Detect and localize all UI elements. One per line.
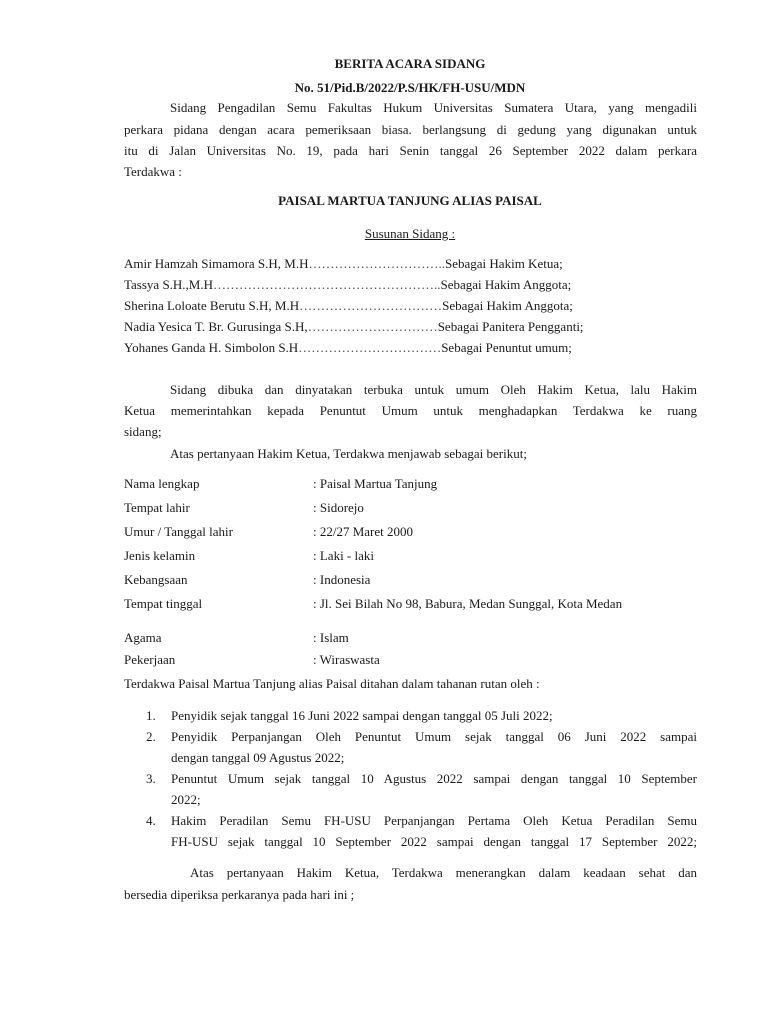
list-number: 4. <box>146 813 156 828</box>
identity-value: : Islam <box>313 630 349 645</box>
panel-heading: Susunan Sidang : <box>364 226 456 241</box>
identity-label: Tempat tinggal <box>124 596 203 611</box>
member-role: Sebagai Hakim Anggota; <box>440 277 572 292</box>
identity-label: Jenis kelamin <box>124 548 196 563</box>
panel-member <box>124 277 571 293</box>
list-item-line: FH-USU sejak tanggal 10 September 2022 sampai dengan tanggal 17 September 2022; <box>171 834 697 849</box>
detention-intro: Terdakwa Paisal Martua Tanjung alias Paisal ditahan dalam tahanan rutan oleh : <box>124 676 540 691</box>
opening-line-1: Sidang dibuka dan dinyatakan terbuka untuk umum Oleh Hakim Ketua, lalu Hakim <box>170 382 697 397</box>
identity-value: : Wiraswasta <box>313 652 380 667</box>
list-item-line: Penyidik sejak tanggal 16 Juni 2022 sampai dengan tanggal 05 Juli 2022; <box>171 708 553 723</box>
identity-label: Agama <box>124 630 162 645</box>
opening-line-4: Atas pertanyaan Hakim Ketua, Terdakwa menjawab sebagai berikut; <box>170 446 527 461</box>
opening-line-2: Ketua memerintahkan kepada Penuntut Umum untuk menghadapkan Terdakwa ke ruang <box>124 403 697 418</box>
member-role: Sebagai Hakim Anggota; <box>442 298 573 313</box>
case-number: No. 51/Pid.B/2022/P.S/HK/FH-USU/MDN <box>294 80 526 95</box>
panel-member <box>124 340 572 356</box>
intro-line-3: itu di Jalan Universitas No. 19, pada hari Senin tanggal 26 September 2022 dalam perkara <box>124 143 697 158</box>
identity-value: : Jl. Sei Bilah No 98, Babura, Medan Sunggal, Kota Medan <box>313 596 623 611</box>
opening-line-3: sidang; <box>124 424 162 439</box>
member-role: Sebagai Panitera Pengganti; <box>437 319 584 334</box>
member-dots: ………………………… <box>307 319 438 334</box>
identity-label: Kebangsaan <box>124 572 188 587</box>
list-item-line: Hakim Peradilan Semu FH-USU Perpanjangan Pertama Oleh Ketua Peradilan Semu <box>171 813 697 828</box>
member-name: Tassya S.H.,M.H <box>124 277 214 292</box>
identity-label: Pekerjaan <box>124 652 176 667</box>
list-item-line: Penyidik Perpanjangan Oleh Penuntut Umum sejak tanggal 06 Juni 2022 sampai <box>171 729 697 744</box>
list-item-line: Penuntut Umum sejak tanggal 10 Agustus 2022 sampai dengan tanggal 10 September <box>171 771 697 786</box>
identity-label: Tempat lahir <box>124 500 190 515</box>
identity-label: Umur / Tanggal lahir <box>124 524 233 539</box>
intro-line-1: Sidang Pengadilan Semu Fakultas Hukum Universitas Sumatera Utara, yang mengadili <box>170 100 697 115</box>
panel-member <box>124 256 563 272</box>
member-dots: …………………………… <box>299 298 443 313</box>
list-number: 1. <box>146 708 156 723</box>
member-dots: ………………………….. <box>308 256 446 271</box>
member-role: Sebagai Hakim Ketua; <box>445 256 563 271</box>
member-name: Yohanes Ganda H. Simbolon S.H <box>124 340 299 355</box>
identity-value: : Laki - laki <box>313 548 375 563</box>
member-role: Sebagai Penuntut umum; <box>441 340 572 355</box>
identity-value: : Sidorejo <box>313 500 364 515</box>
member-name: Nadia Yesica T. Br. Gurusinga S.H, <box>124 319 308 334</box>
identity-value: : 22/27 Maret 2000 <box>313 524 414 539</box>
member-dots: …………………………………………….. <box>213 277 441 292</box>
defendant-heading: PAISAL MARTUA TANJUNG ALIAS PAISAL <box>278 193 542 208</box>
panel-member <box>124 298 573 314</box>
list-number: 2. <box>146 729 156 744</box>
member-name: Sherina Loloate Berutu S.H, M.H <box>124 298 300 313</box>
closing-line-2: bersedia diperiksa perkaranya pada hari ini ; <box>124 887 355 902</box>
closing-line-1: Atas pertanyaan Hakim Ketua, Terdakwa menerangkan dalam keadaan sehat dan <box>190 865 697 880</box>
member-dots: …………………………… <box>298 340 442 355</box>
intro-line-2: perkara pidana dengan acara pemeriksaan biasa. berlangsung di gedung yang digunakan untuk <box>124 122 697 137</box>
identity-label: Nama lengkap <box>124 476 200 491</box>
identity-value: : Indonesia <box>313 572 371 587</box>
identity-value: : Paisal Martua Tanjung <box>313 476 438 491</box>
panel-member <box>124 319 584 335</box>
list-number: 3. <box>146 771 156 786</box>
member-name: Amir Hamzah Simamora S.H, M.H <box>124 256 309 271</box>
list-item-line: 2022; <box>171 792 201 807</box>
document-title: BERITA ACARA SIDANG <box>334 56 486 71</box>
intro-line-4: Terdakwa : <box>124 164 182 179</box>
list-item-line: dengan tanggal 09 Agustus 2022; <box>171 750 345 765</box>
